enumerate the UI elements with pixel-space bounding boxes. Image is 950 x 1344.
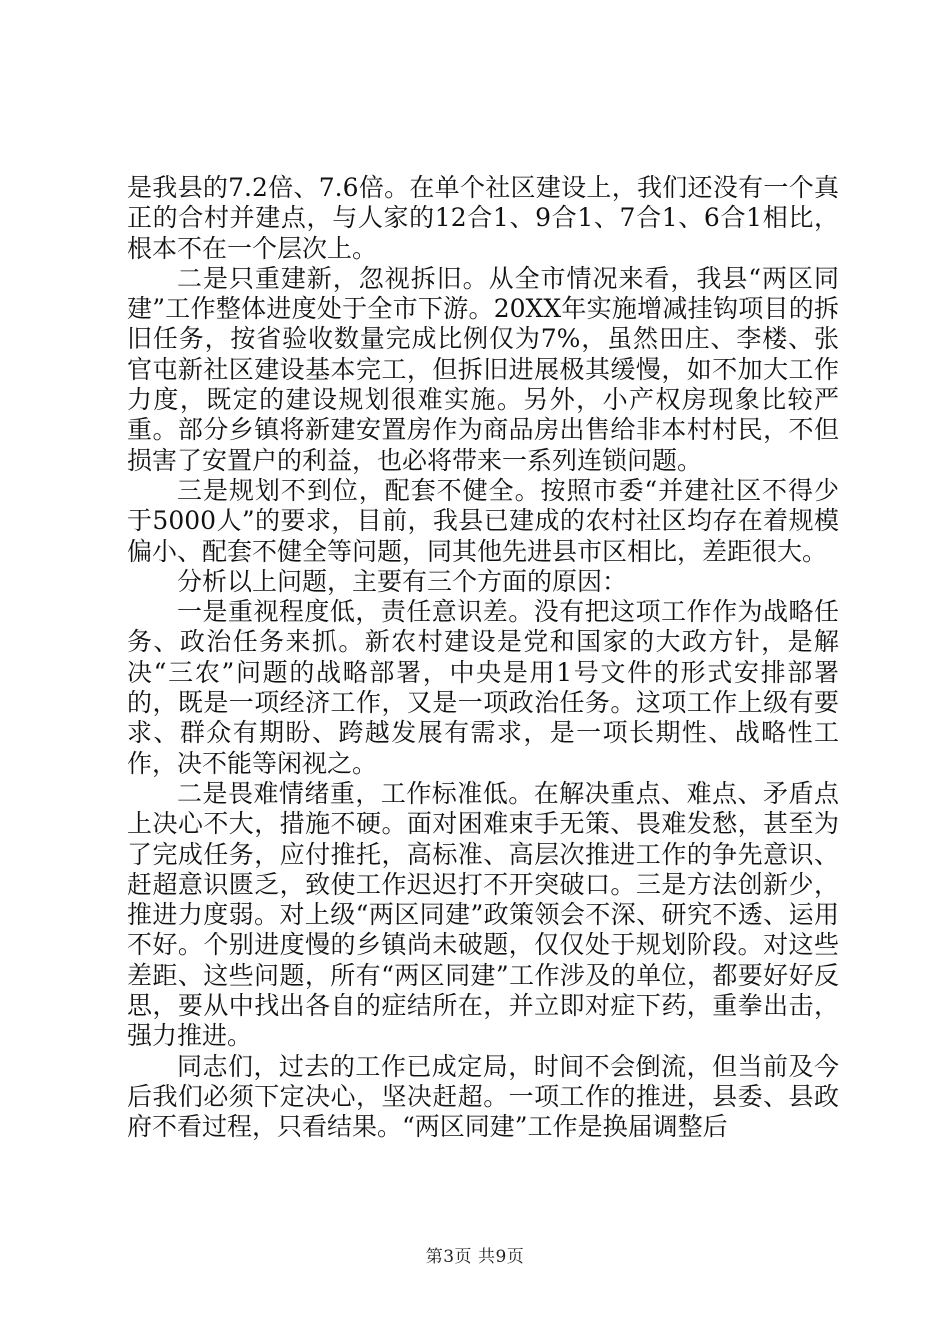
paragraph-comrades: 同志们，过去的工作已成定局，时间不会倒流，但当前及今后我们必须下定决心，坚决赶超。一项工作的推进，县委、县政府不看过程，只看结果。“两区同建”工作是换届调整后 (127, 1051, 839, 1142)
document-body (127, 173, 839, 1143)
page-footer: 第3页 共9页 (425, 1247, 525, 1267)
paragraph-demolition: 二是只重建新，忽视拆旧。从全市情况来看，我县“两区同建”工作整体进度处于全市下游。20XX年实施增减挂钩项目的拆旧任务，按省验收数量完成比例仅为7%，虽然田庄、李楼、张官屯新社区建设基本完工，但拆旧进展极其缓慢，如不加大工作力度，既定的建设规划很难实施。另外，小产权房现象比较严重。部分乡镇将新建安置房作为商品房出售给非本村村民，不但损害了安置户的利益，也必将带来一系列连锁问题。 (127, 263, 839, 475)
paragraph-continuation: 是我县的7.2倍、7.6倍。在单个社区建设上，我们还没有一个真正的合村并建点，与人家的12合1、9合1、7合1、6合1相比，根本不在一个层次上。 (127, 173, 839, 263)
paragraph-reason-two-three: 二是畏难情绪重，工作标准低。在解决重点、难点、矛盾点上决心不大，措施不硬。面对困难束手无策、畏难发愁，甚至为了完成任务，应付推托，高标准、高层次推进工作的争先意识、赶超意识匮乏，致使工作迟迟打不开突破口。三是方法创新少，推进力度弱。对上级“两区同建”政策领会不深、研究不透、运用不好。个别进度慢的乡镇尚未破题，仅仅处于规划阶段。对这些差距、这些问题，所有“两区同建”工作涉及的单位，都要好好反思，要从中找出各自的症结所在，并立即对症下药，重拳出击，强力推进。 (127, 778, 839, 1051)
paragraph-analysis-intro: 分析以上问题，主要有三个方面的原因： (177, 566, 628, 596)
paragraph-planning: 三是规划不到位，配套不健全。按照市委“并建社区不得少于5000人”的要求，目前，我县已建成的农村社区均存在着规模偏小、配套不健全等问题，同其他先进县市区相比，差距很大。 (127, 475, 839, 566)
paragraph-reason-one: 一是重视程度低，责任意识差。没有把这项工作作为战略任务、政治任务来抓。新农村建设是党和国家的大政方针，是解决“三农”问题的战略部署，中央是用1号文件的形式安排部署的，既是一项经济工作，又是一项政治任务。这项工作上级有要求、群众有期盼、跨越发展有需求，是一项长期性、战略性工作，决不能等闲视之。 (127, 597, 839, 778)
